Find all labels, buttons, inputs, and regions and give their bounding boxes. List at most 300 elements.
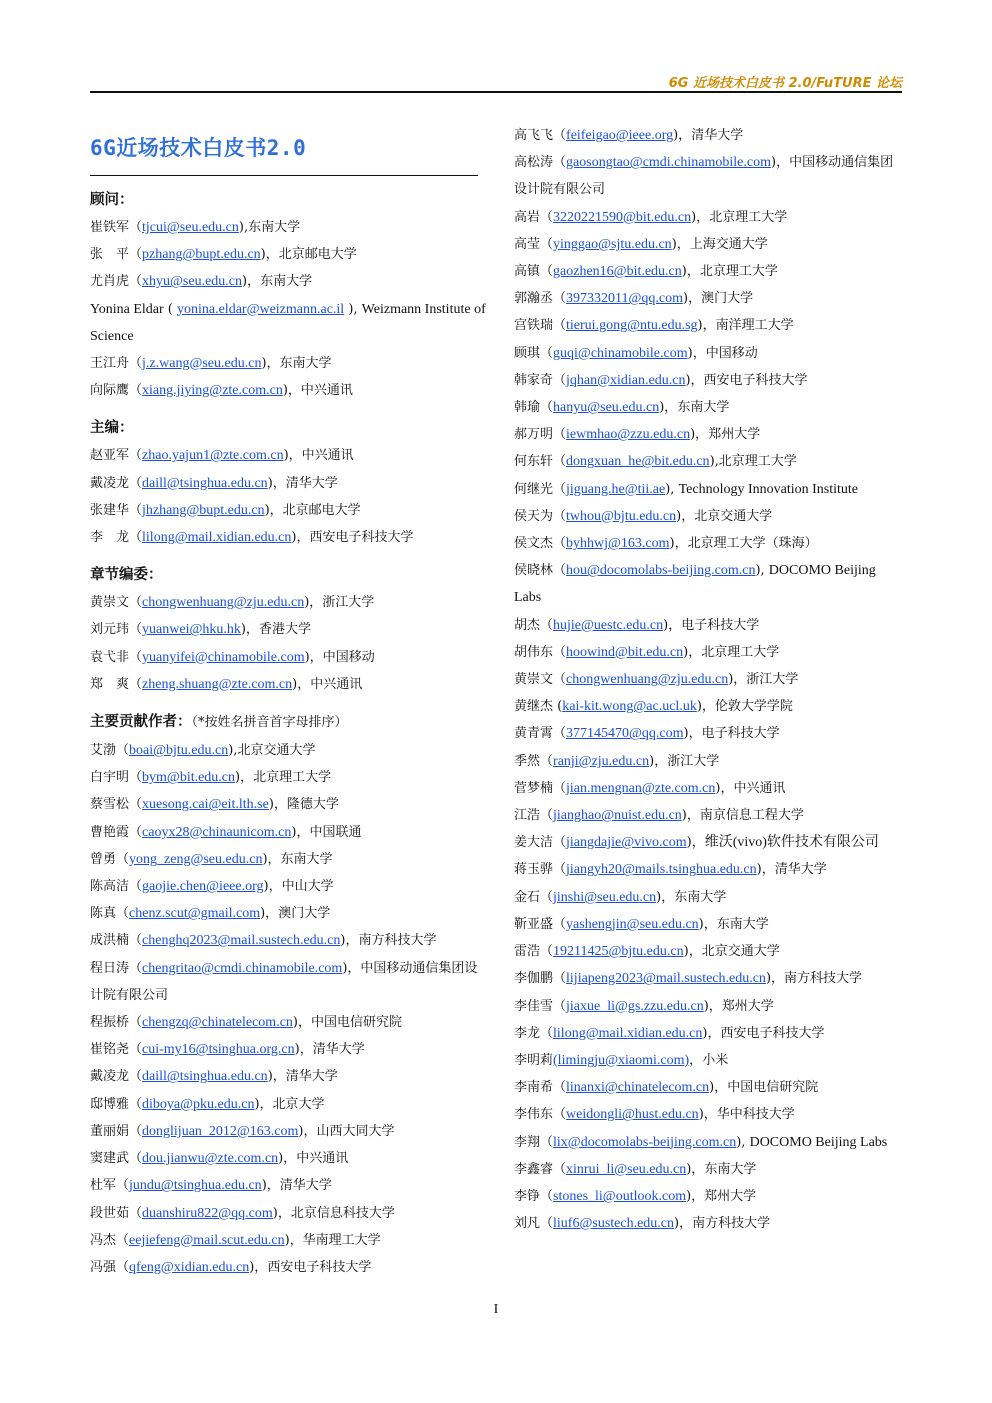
- organization: 南方科技大学: [692, 1216, 771, 1232]
- open-paren: （: [553, 780, 567, 796]
- email-link[interactable]: ranji@zju.edu.cn: [553, 753, 650, 769]
- organization: 电子科技大学: [701, 726, 780, 742]
- organization: 中国移动: [705, 345, 758, 361]
- person-entry: [90, 268, 490, 295]
- close-paren: ),: [665, 481, 679, 497]
- close-paren: )，: [291, 824, 310, 840]
- organization: 中国联通: [309, 824, 362, 840]
- person-entry: [90, 1118, 490, 1145]
- email-link[interactable]: kai-kit.wong@ac.ucl.uk: [562, 699, 697, 715]
- email-link[interactable]: guqi@chinamobile.com: [553, 345, 688, 361]
- email-link[interactable]: linanxi@chinatelecom.cn: [566, 1080, 710, 1096]
- close-paren: )，: [691, 209, 710, 225]
- close-paren: )，: [261, 356, 280, 372]
- person-name: 黄崇文: [90, 595, 130, 611]
- close-paren: )，: [698, 916, 717, 932]
- organization: 中国电信研究院: [727, 1080, 819, 1096]
- organization: 上海交通大学: [689, 236, 768, 252]
- open-paren: （: [540, 617, 554, 633]
- person-name: 刘凡: [514, 1216, 541, 1232]
- person-name: 宫铁瑞: [514, 318, 554, 334]
- email-link[interactable]: chenghq2023@mail.sustech.edu.cn: [142, 933, 341, 949]
- organization: 东南大学: [260, 274, 313, 290]
- email-link[interactable]: daill@tsinghua.edu.cn: [142, 1069, 268, 1085]
- person-name: 胡伟东: [514, 644, 554, 660]
- person-name: 姜大洁: [514, 835, 554, 851]
- close-paren: )，: [242, 274, 261, 290]
- email-link[interactable]: tjcui@seu.edu.cn: [142, 220, 239, 235]
- person-entry: [514, 231, 906, 258]
- person-entry: [90, 616, 490, 643]
- email-link[interactable]: twhou@bjtu.edu.cn: [566, 508, 677, 524]
- email-link[interactable]: (limingju@xiaomi.com): [553, 1052, 690, 1068]
- person-name: 蒋玉骅: [514, 862, 554, 878]
- editors-list: [90, 442, 490, 551]
- email-link[interactable]: lilong@mail.xidian.edu.cn: [553, 1025, 703, 1041]
- close-paren: )，: [267, 475, 286, 491]
- email-link[interactable]: 19211425@bjtu.edu.cn: [553, 944, 684, 960]
- person-entry: [90, 1009, 490, 1036]
- person-entry: [514, 285, 906, 312]
- person-name: 窦建武: [90, 1151, 130, 1167]
- organization: 东南大学: [279, 356, 332, 372]
- person-entry: [514, 911, 906, 938]
- header-rule: [90, 91, 902, 93]
- person-name: 郝万明: [514, 427, 554, 443]
- person-name: 黄青霄: [514, 726, 554, 742]
- email-link[interactable]: boai@bjtu.edu.cn: [129, 743, 229, 759]
- close-paren: )，: [291, 530, 310, 546]
- email-link[interactable]: eejiefeng@mail.scut.edu.cn: [129, 1232, 285, 1248]
- email-link[interactable]: hanyu@seu.edu.cn: [553, 400, 660, 416]
- person-name: 顾琪: [514, 345, 541, 361]
- person-name: 董丽娟: [90, 1123, 130, 1139]
- title-rule: [90, 175, 478, 176]
- person-entry: [514, 612, 906, 639]
- email-link[interactable]: jundu@tsinghua.edu.cn: [129, 1178, 262, 1194]
- person-name: 李铮: [514, 1188, 541, 1204]
- person-entry: [90, 819, 490, 846]
- organization: 北京交通大学: [694, 508, 773, 524]
- open-paren: （: [129, 676, 143, 692]
- organization: 隆德大学: [286, 797, 339, 813]
- close-paren: )，: [254, 1096, 273, 1112]
- close-paren: )，: [686, 1188, 705, 1204]
- open-paren: （: [553, 155, 567, 171]
- person-name: 段世茹: [90, 1205, 130, 1221]
- open-paren: （: [116, 906, 130, 922]
- person-entry: [514, 802, 906, 829]
- close-paren: )，: [342, 960, 361, 976]
- open-paren: （: [553, 971, 567, 987]
- person-entry: [514, 503, 906, 530]
- organization: 西安电子科技大学: [309, 530, 414, 546]
- organization: 维沃(vivo)软件技术有限公司: [704, 835, 879, 851]
- person-entry: [514, 993, 906, 1020]
- open-paren: （: [540, 1216, 554, 1232]
- organization: 中国移动: [322, 649, 375, 665]
- email-link[interactable]: jiangdajie@vivo.com: [566, 835, 687, 851]
- email-link[interactable]: hujie@uestc.edu.cn: [553, 617, 664, 633]
- person-entry: [90, 1254, 490, 1281]
- email-link[interactable]: jhzhang@bupt.edu.cn: [142, 502, 265, 518]
- open-paren: （: [129, 220, 143, 235]
- person-entry: [514, 720, 906, 747]
- email-link[interactable]: gaozhen16@bit.edu.cn: [553, 264, 682, 280]
- email-link[interactable]: jinshi@seu.edu.cn: [553, 889, 657, 905]
- person-entry: [514, 1020, 906, 1047]
- close-paren: )，: [267, 1069, 286, 1085]
- email-link[interactable]: yong_zeng@seu.edu.cn: [129, 851, 263, 867]
- person-name: 向际鹰: [90, 383, 130, 399]
- person-name: 崔铭尧: [90, 1042, 130, 1058]
- open-paren: （: [553, 726, 567, 742]
- close-paren: )，: [268, 797, 287, 813]
- close-paren: )，: [756, 862, 775, 878]
- email-link[interactable]: yuanwei@hku.hk: [142, 622, 241, 638]
- open-paren: （: [540, 808, 554, 824]
- open-paren: （: [129, 1042, 143, 1058]
- organization: 清华大学: [279, 1178, 332, 1194]
- organization: 郑州大学: [708, 427, 761, 443]
- open-paren: （: [553, 481, 567, 497]
- person-entry: [514, 394, 906, 421]
- close-paren: )，: [696, 699, 715, 715]
- open-paren: （: [116, 851, 130, 867]
- email-link[interactable]: chongwenhuang@zju.edu.cn: [142, 595, 305, 611]
- person-entry: [90, 1091, 490, 1118]
- email-link[interactable]: gaosongtao@cmdi.chinamobile.com: [566, 155, 771, 171]
- close-paren: ),: [228, 743, 238, 759]
- person-name: 陈高洁: [90, 879, 130, 895]
- email-link[interactable]: caoyx28@chinaunicom.cn: [142, 824, 292, 840]
- person-name: 靳亚盛: [514, 916, 554, 932]
- email-link[interactable]: jiaxue_li@gs.zzu.edu.cn: [566, 998, 704, 1014]
- organization: 北京理工大学: [253, 770, 332, 786]
- organization: 澳门大学: [278, 906, 331, 922]
- email-link[interactable]: feifeigao@ieee.org: [566, 128, 674, 143]
- email-link[interactable]: iewmhao@zzu.edu.cn: [566, 427, 691, 443]
- contributors-list-left: [90, 737, 490, 1281]
- open-paren: （: [553, 318, 567, 334]
- close-paren: )，: [659, 400, 678, 416]
- person-name: 李翔: [514, 1134, 541, 1150]
- email-link[interactable]: chengritao@cmdi.chinamobile.com: [142, 960, 343, 976]
- email-link[interactable]: chongwenhuang@zju.edu.cn: [566, 672, 729, 688]
- email-link[interactable]: jqhan@xidian.edu.cn: [566, 372, 686, 388]
- email-link[interactable]: duanshiru822@qq.com: [142, 1205, 273, 1221]
- email-link[interactable]: liuf6@sustech.edu.cn: [553, 1216, 675, 1232]
- open-paren: （: [129, 824, 143, 840]
- open-paren: （: [116, 1259, 130, 1275]
- advisors-heading: 顾问：: [90, 192, 134, 208]
- person-entry: [90, 1063, 490, 1090]
- person-name: 何东轩: [514, 454, 554, 470]
- email-link[interactable]: hoowind@bit.edu.cn: [566, 644, 684, 660]
- email-link[interactable]: 377145470@qq.com: [566, 726, 684, 742]
- email-link[interactable]: lix@docomolabs-beijing.com.cn: [553, 1134, 737, 1150]
- person-name: 李明莉: [514, 1052, 554, 1068]
- open-paren: （: [553, 672, 567, 688]
- open-paren: （: [129, 622, 143, 638]
- email-link[interactable]: diboya@pku.edu.cn: [142, 1096, 255, 1112]
- person-name: 崔铁军: [90, 220, 130, 235]
- open-paren: （: [116, 1178, 130, 1194]
- close-paren: )，: [715, 780, 734, 796]
- organization: 郑州大学: [704, 1188, 757, 1204]
- open-paren: （: [553, 1161, 567, 1177]
- person-entry: [514, 1101, 906, 1128]
- organization: DOCOMO Beijing Labs: [514, 563, 876, 606]
- person-entry: [514, 340, 906, 367]
- email-link[interactable]: daill@tsinghua.edu.cn: [142, 475, 268, 491]
- email-link[interactable]: jiguang.he@tii.ae: [566, 481, 666, 497]
- open-paren: （: [553, 128, 567, 143]
- organization: 东南大学: [716, 916, 769, 932]
- email-link[interactable]: chengzq@chinatelecom.cn: [142, 1015, 293, 1031]
- close-paren: )，: [284, 1232, 303, 1248]
- organization: 山西大同大学: [316, 1123, 395, 1139]
- person-name: 菅梦楠: [514, 780, 554, 796]
- open-paren: （: [129, 1015, 143, 1031]
- open-paren: （: [129, 595, 143, 611]
- email-link[interactable]: jiangyh20@mails.tsinghua.edu.cn: [566, 862, 757, 878]
- person-name: 艾渤: [90, 743, 117, 759]
- person-entry: [514, 938, 906, 965]
- person-entry: [90, 955, 490, 1009]
- person-entry: [514, 476, 906, 503]
- person-name: 李伟东: [514, 1107, 554, 1123]
- email-link[interactable]: cui-my16@tsinghua.org.cn: [142, 1042, 295, 1058]
- close-paren: )，: [262, 851, 281, 867]
- person-name: 冯杰: [90, 1232, 117, 1248]
- person-name: 曾勇: [90, 851, 117, 867]
- close-paren: )，: [278, 1151, 297, 1167]
- email-link[interactable]: donglijuan_2012@163.com: [142, 1123, 299, 1139]
- close-paren: )，: [697, 318, 716, 334]
- open-paren: （: [129, 933, 143, 949]
- organization: 浙江大学: [322, 595, 375, 611]
- person-entry: [90, 644, 490, 671]
- organization: 北京理工大学（珠海）: [687, 536, 818, 552]
- sort-note: （*按姓名拼音首字母排序）: [191, 715, 348, 731]
- email-link[interactable]: yonina.eldar@weizmann.ac.il: [176, 301, 345, 317]
- person-name: 陈真: [90, 906, 117, 922]
- organization: 北京理工大学: [699, 264, 778, 280]
- email-link[interactable]: 397332011@qq.com: [566, 291, 684, 307]
- person-entry: [90, 442, 490, 469]
- email-link[interactable]: xhyu@seu.edu.cn: [142, 274, 243, 290]
- person-entry: [90, 497, 490, 524]
- close-paren: )，: [765, 971, 785, 987]
- open-paren: （: [129, 502, 143, 518]
- person-name: 金石: [514, 889, 541, 905]
- email-link[interactable]: yuanyifei@chinamobile.com: [142, 649, 305, 665]
- email-link[interactable]: xiang.jiying@zte.com.cn: [142, 383, 283, 399]
- open-paren: （: [116, 743, 130, 759]
- organization: 北京邮电大学: [282, 502, 361, 518]
- email-link[interactable]: bym@bit.edu.cn: [142, 770, 236, 786]
- email-link[interactable]: zheng.shuang@zte.com.cn: [142, 676, 293, 692]
- editors-heading: 主编：: [90, 420, 134, 437]
- person-name: 韩瑜: [514, 400, 541, 416]
- open-paren: （: [129, 797, 143, 813]
- close-paren: )，: [298, 1123, 317, 1139]
- person-name: 蔡雪松: [90, 797, 130, 813]
- close-paren: )，: [663, 617, 682, 633]
- organization: 清华大学: [691, 128, 744, 143]
- open-paren: （: [540, 944, 554, 960]
- email-link[interactable]: gaojie.chen@ieee.org: [142, 879, 264, 895]
- open-paren: （: [129, 1151, 143, 1167]
- email-link[interactable]: xinrui_li@seu.edu.cn: [566, 1161, 687, 1177]
- person-entry: [514, 367, 906, 394]
- organization: 南京信息工程大学: [699, 808, 804, 824]
- organization: 清华大学: [285, 1069, 338, 1085]
- organization: 浙江大学: [667, 753, 720, 769]
- close-paren: )，: [669, 536, 688, 552]
- close-paren: )，: [703, 998, 722, 1014]
- person-name: 李鑫睿: [514, 1161, 554, 1177]
- open-paren: （: [129, 1096, 143, 1112]
- close-paren: )，: [709, 1080, 728, 1096]
- open-paren: （: [540, 1188, 554, 1204]
- person-entry: [90, 214, 490, 241]
- person-entry: [90, 241, 490, 268]
- email-link[interactable]: yinggao@sjtu.edu.cn: [553, 236, 672, 252]
- open-paren: （: [553, 427, 567, 443]
- open-paren: （: [129, 383, 143, 399]
- person-name: 程振桥: [90, 1015, 130, 1031]
- person-entry: [90, 1227, 490, 1254]
- person-entry: [514, 639, 906, 666]
- organization: 东南大学: [674, 889, 727, 905]
- email-link[interactable]: weidongli@hust.edu.cn: [566, 1107, 699, 1123]
- email-link[interactable]: tierui.gong@ntu.edu.sg: [566, 318, 698, 334]
- chapter-editors-heading: 章节编委：: [90, 567, 163, 584]
- person-entry: [514, 1047, 906, 1074]
- close-paren: )，: [249, 1259, 268, 1275]
- close-paren: ),: [736, 1134, 750, 1150]
- close-paren: )，: [261, 1178, 280, 1194]
- organization: 西安电子科技大学: [267, 1259, 372, 1275]
- email-link[interactable]: zhao.yajun1@zte.com.cn: [142, 448, 284, 464]
- close-paren: )，: [702, 1025, 721, 1041]
- organization: 北京理工大学: [701, 644, 780, 660]
- email-link[interactable]: pzhang@bupt.edu.cn: [142, 247, 261, 263]
- organization: DOCOMO Beijing Labs: [749, 1134, 888, 1150]
- email-link[interactable]: dou.jianwu@zte.com.cn: [142, 1151, 279, 1167]
- person-entry: [90, 1145, 490, 1172]
- email-link[interactable]: yashengjin@seu.edu.cn: [566, 916, 699, 932]
- email-link[interactable]: qfeng@xidian.edu.cn: [129, 1259, 250, 1275]
- organization: 清华大学: [312, 1042, 365, 1058]
- open-paren: （: [540, 1134, 554, 1150]
- organization: 南方科技大学: [784, 971, 863, 987]
- person-entry: [90, 846, 490, 873]
- person-name: 赵亚军: [90, 448, 130, 464]
- close-paren: )，: [674, 1216, 693, 1232]
- open-paren: （: [540, 264, 554, 280]
- close-paren: ),: [709, 454, 719, 470]
- close-paren: )，: [728, 672, 747, 688]
- open-paren: （: [129, 448, 143, 464]
- organization: 中兴通讯: [733, 780, 786, 796]
- person-entry: [90, 764, 490, 791]
- contributors-list-right: [514, 122, 906, 1237]
- email-link[interactable]: jian.mengnan@zte.com.cn: [566, 780, 716, 796]
- organization: 澳门大学: [701, 291, 754, 307]
- person-entry: [90, 1036, 490, 1063]
- open-paren: （: [129, 960, 143, 976]
- close-paren: )，: [283, 448, 302, 464]
- email-link[interactable]: lilong@mail.xidian.edu.cn: [142, 530, 292, 546]
- close-paren: )，: [683, 644, 702, 660]
- close-paren: )，: [294, 1042, 313, 1058]
- email-link[interactable]: stones_li@outlook.com: [553, 1188, 687, 1204]
- email-link[interactable]: jianghao@nuist.edu.cn: [553, 808, 682, 824]
- organization: 北京交通大学: [237, 743, 316, 759]
- person-name: 白宇明: [90, 770, 130, 786]
- open-paren: （: [129, 356, 143, 372]
- person-name: 杜军: [90, 1178, 117, 1194]
- person-entry: [90, 737, 490, 764]
- person-name: 高松涛: [514, 155, 554, 171]
- close-paren: )，: [687, 345, 706, 361]
- person-name: 郭瀚丞: [514, 291, 554, 307]
- email-link[interactable]: hou@docomolabs-beijing.com.cn: [566, 563, 756, 579]
- organization: 中山大学: [281, 879, 334, 895]
- organization: 伦敦大学学院: [714, 699, 793, 715]
- open-paren: （: [553, 1107, 567, 1123]
- open-paren: （: [553, 563, 567, 579]
- email-link[interactable]: chenz.scut@gmail.com: [129, 906, 261, 922]
- open-paren: （: [129, 770, 143, 786]
- email-link[interactable]: byhhwj@163.com: [566, 536, 670, 552]
- person-entry: [514, 693, 906, 720]
- email-link[interactable]: j.z.wang@seu.edu.cn: [142, 356, 262, 372]
- contributors-heading: [90, 708, 490, 737]
- email-link[interactable]: dongxuan_he@bit.edu.cn: [566, 454, 710, 470]
- email-link[interactable]: 3220221590@bit.edu.cn: [553, 209, 692, 225]
- person-name: 袁弋非: [90, 649, 130, 665]
- close-paren: )，: [260, 906, 279, 922]
- close-paren: )，: [649, 753, 668, 769]
- close-paren: )，: [282, 383, 301, 399]
- person-name: 侯晓林: [514, 563, 554, 579]
- organization: 电子科技大学: [681, 617, 760, 633]
- close-paren: )，: [240, 622, 259, 638]
- open-paren: （: [540, 1025, 554, 1041]
- open-paren: （: [553, 372, 567, 388]
- person-entry: [514, 1074, 906, 1101]
- open-paren: （: [553, 536, 567, 552]
- email-link[interactable]: xuesong.cai@eit.lth.se: [142, 797, 269, 813]
- right-column: [514, 122, 906, 1237]
- person-name: 雷浩: [514, 944, 541, 960]
- person-entry: [90, 1200, 490, 1227]
- person-name: 李佳雪: [514, 998, 554, 1014]
- organization: 中兴通讯: [300, 383, 353, 399]
- close-paren: )，: [292, 676, 311, 692]
- email-link[interactable]: lijiapeng2023@mail.sustech.edu.cn: [566, 971, 766, 987]
- organization: 北京理工大学: [709, 209, 788, 225]
- close-paren: )，: [340, 933, 359, 949]
- close-paren: )，: [681, 808, 700, 824]
- person-name: 季然: [514, 753, 541, 769]
- person-name: 尤肖虎: [90, 274, 130, 290]
- person-entry: [90, 900, 490, 927]
